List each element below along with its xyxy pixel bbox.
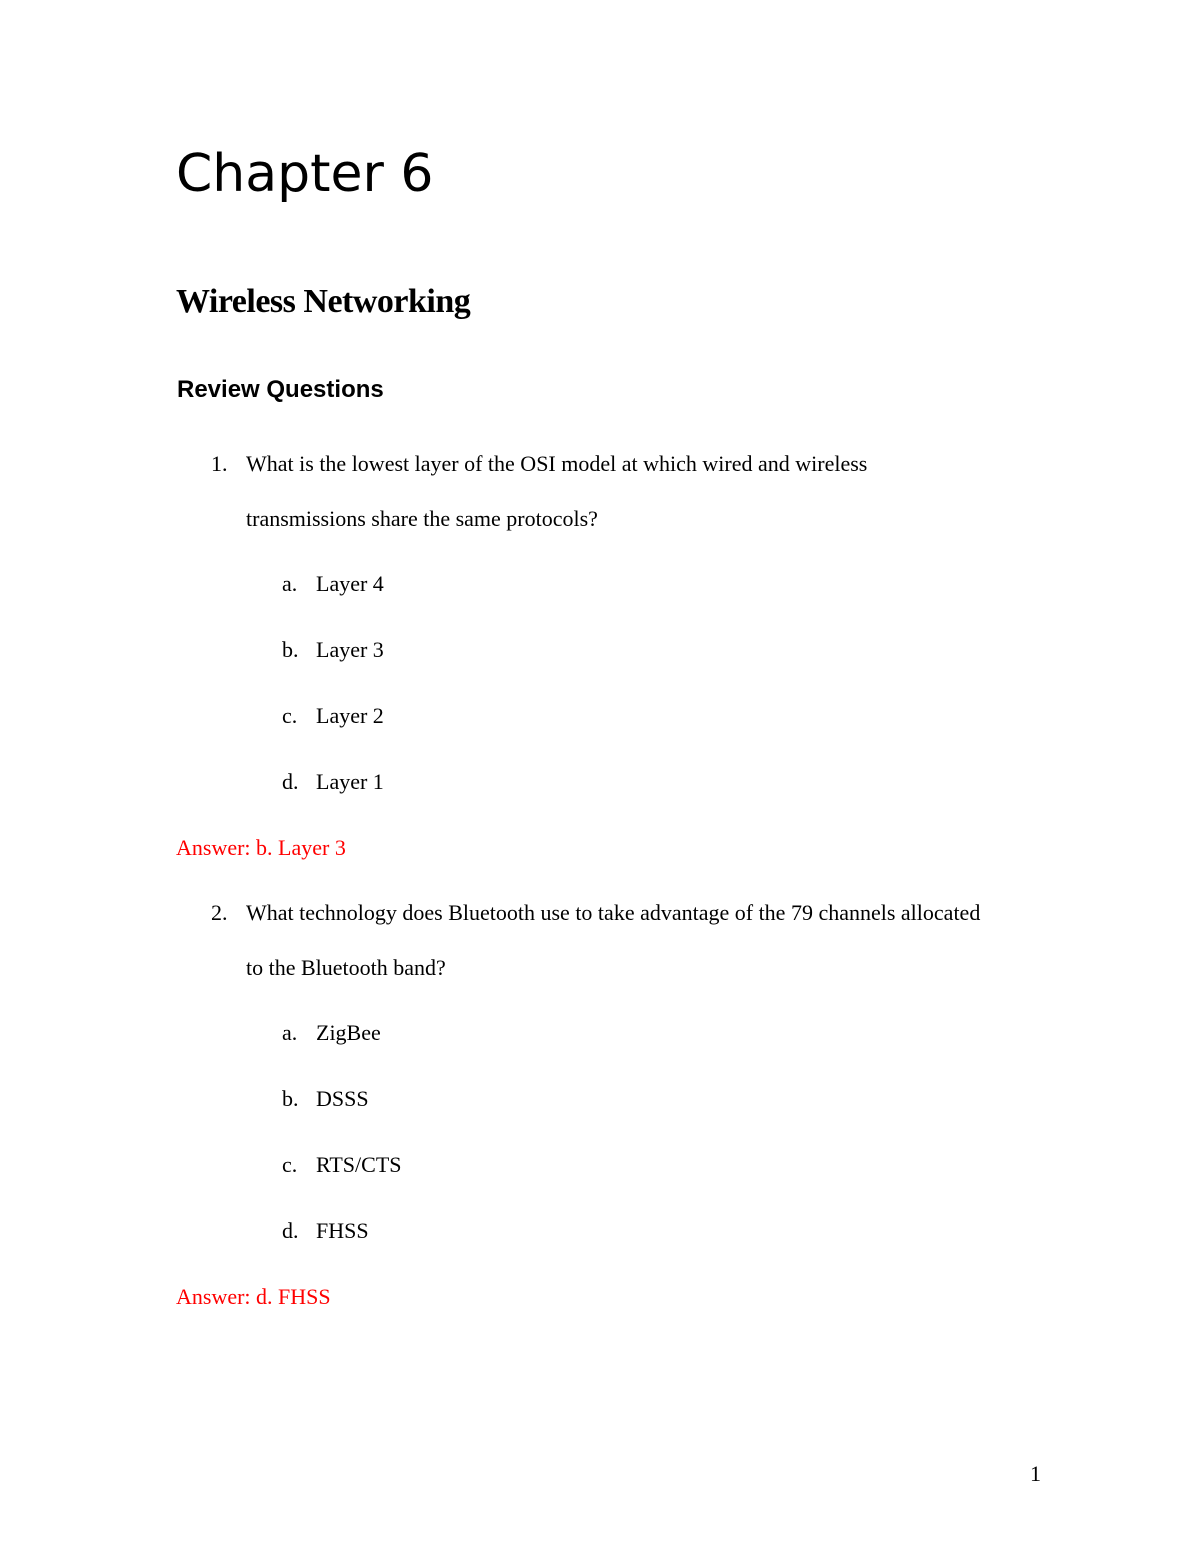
option-text: RTS/CTS [316,1152,402,1177]
option-letter: c. [282,703,298,728]
question-text-line: What is the lowest layer of the OSI model at which wired and wireless [246,451,868,476]
option-letter: b. [282,637,299,662]
option-letter: b. [282,1086,299,1111]
answer-text: Answer: d. FHSS [176,1284,331,1309]
option-text: Layer 2 [316,703,384,728]
page-number: 1 [1030,1461,1041,1486]
option-text: Layer 4 [316,571,384,596]
question-number: 1. [211,451,228,476]
option-text: ZigBee [316,1020,381,1045]
question-number: 2. [211,900,228,925]
option-text: Layer 1 [316,769,384,794]
option-letter: a. [282,1020,298,1045]
question-text-line: What technology does Bluetooth use to take advantage of the 79 channels allocated [246,900,981,925]
question-text-line: to the Bluetooth band? [246,955,446,980]
chapter-title: Chapter 6 [176,144,434,204]
answer-text: Answer: b. Layer 3 [176,835,346,860]
option-text: DSSS [316,1086,369,1111]
option-letter: d. [282,769,299,794]
chapter-subtitle: Wireless Networking [176,283,471,320]
option-letter: c. [282,1152,298,1177]
section-heading: Review Questions [177,376,384,403]
option-text: FHSS [316,1218,369,1243]
option-letter: a. [282,571,298,596]
option-letter: d. [282,1218,299,1243]
option-text: Layer 3 [316,637,384,662]
question-text-line: transmissions share the same protocols? [246,506,598,531]
